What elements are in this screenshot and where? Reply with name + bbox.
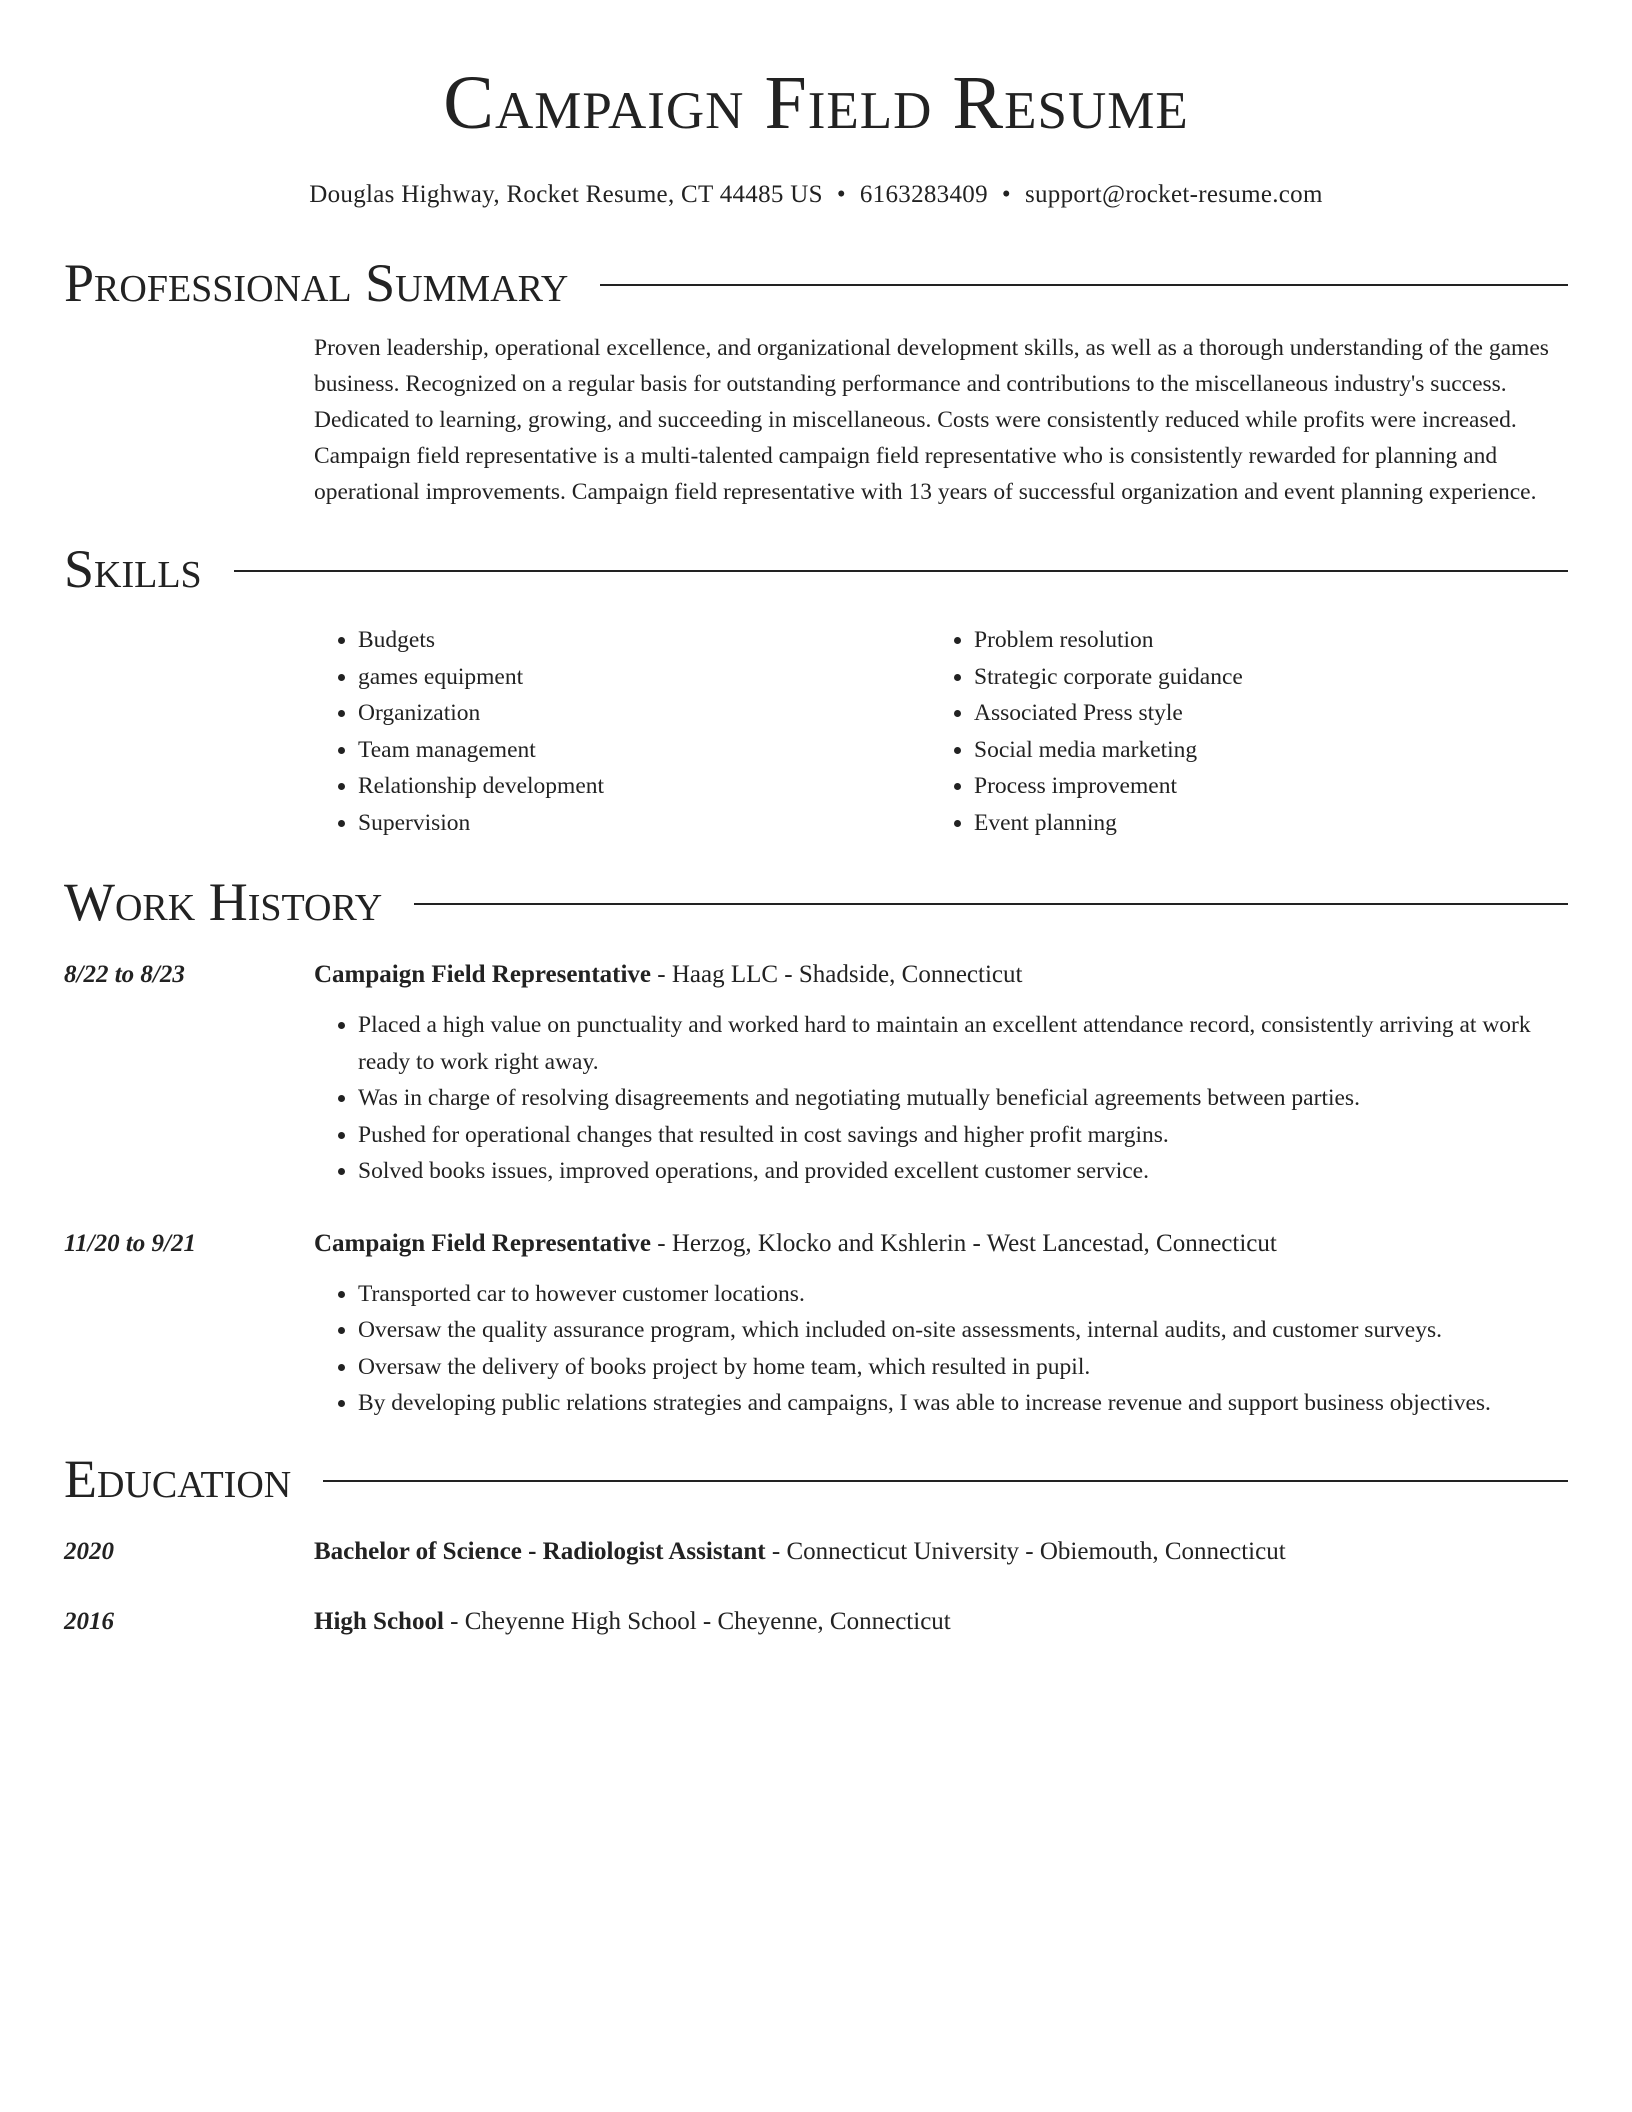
job-dates: 11/20 to 9/21: [64, 1229, 196, 1257]
education-year: 2016: [64, 1607, 114, 1635]
summary-heading: Professional Summary: [64, 253, 569, 313]
skills-section-header: [64, 538, 1568, 600]
skill-item: • Organization: [358, 695, 930, 732]
contact-phone: 6163283409: [859, 181, 988, 208]
job-header: [64, 1226, 1568, 1262]
education-degree: Bachelor of Science - Radiologist Assistant: [314, 1537, 766, 1565]
job-title-line: [314, 957, 1022, 993]
skill-item: • Supervision: [358, 805, 930, 842]
education-title-line: [314, 1604, 951, 1640]
job-bullet: • By developing public relations strategies and campaigns, I was able to increase revenue and support business objectives.: [358, 1385, 1568, 1422]
education-details: - Connecticut University - Obiemouth, Connecticut: [765, 1537, 1286, 1565]
job-bullet: • Placed a high value on punctuality and worked hard to maintain an excellent attendance record, consistently arriving at work ready to work right away.: [358, 1007, 1568, 1080]
job-bullets: [314, 1276, 1568, 1422]
job-details: - Herzog, Klocko and Kshlerin - West Lancestad, Connecticut: [651, 1229, 1277, 1257]
summary-text: Proven leadership, operational excellence, and organizational development skills, as well as a thorough understanding of the games business. Recognized on a regular basis for outstanding performance and contributions to the miscellaneous industry's success. Dedicated to learning, growing, and succeeding in miscellaneous. Costs were consistently reduced while profits were increased. Campaign field representative is a multi-talented campaign field representative who is consistently rewarded for planning and operational improvements. Campaign field representative with 13 years of successful organization and event planning experience.: [314, 335, 1549, 505]
job-bullet: • Pushed for operational changes that resulted in cost savings and higher profit margins.: [358, 1117, 1568, 1154]
skills-heading: Skills: [64, 539, 202, 599]
section-divider: [414, 903, 1568, 905]
education-degree: High School: [314, 1607, 444, 1635]
contact-address: Douglas Highway, Rocket Resume, CT 44485 US: [309, 181, 823, 208]
contact-separator: •: [836, 181, 846, 208]
education-entry: [64, 1604, 1568, 1640]
job-header: [64, 957, 1568, 993]
job-bullet: • Oversaw the quality assurance program, which included on-site assessments, internal audits, and customer surveys.: [358, 1312, 1568, 1349]
contact-line: [64, 178, 1568, 212]
skills-column-left: [314, 622, 930, 841]
skill-item: • Problem resolution: [974, 622, 1546, 659]
job-bullet: • Transported car to however customer locations.: [358, 1276, 1568, 1313]
work-heading: Work History: [64, 872, 383, 932]
skill-item: • Strategic corporate guidance: [974, 659, 1546, 696]
skill-item: • Social media marketing: [974, 732, 1546, 769]
section-divider: [234, 570, 1568, 572]
contact-email: support@rocket-resume.com: [1024, 181, 1323, 208]
section-divider: [323, 1480, 1568, 1482]
skill-item: • Relationship development: [358, 768, 930, 805]
work-section-header: [64, 871, 1568, 933]
contact-separator: •: [1001, 181, 1011, 208]
education-title-line: [314, 1534, 1286, 1570]
skill-item: • Process improvement: [974, 768, 1546, 805]
job-details: - Haag LLC - Shadside, Connecticut: [651, 961, 1023, 988]
job-entry: [64, 957, 1568, 1190]
job-bullet: • Solved books issues, improved operations, and provided excellent customer service.: [358, 1153, 1568, 1190]
summary-section-header: [64, 252, 1568, 314]
job-role: Campaign Field Representative: [314, 961, 652, 988]
education-heading: Education: [64, 1448, 292, 1509]
job-bullet: • Oversaw the delivery of books project by home team, which resulted in pupil.: [358, 1349, 1568, 1386]
job-dates: 8/22 to 8/23: [64, 961, 185, 988]
job-role: Campaign Field Representative: [314, 1229, 652, 1257]
skill-item: • games equipment: [358, 659, 930, 696]
education-details: - Cheyenne High School - Cheyenne, Connecticut: [443, 1607, 951, 1635]
education-year: 2020: [64, 1537, 114, 1565]
skill-item: • Team management: [358, 732, 930, 769]
skill-item: • Budgets: [358, 622, 930, 659]
job-title-line: [314, 1226, 1277, 1262]
resume-title: Campaign Field Resume: [443, 61, 1189, 145]
education-section-header: [64, 1448, 1568, 1510]
skills-column-right: [930, 622, 1546, 841]
skills-list: [314, 622, 1568, 841]
education-entry: [64, 1534, 1568, 1570]
job-bullets: [314, 1007, 1568, 1190]
job-bullet: • Was in charge of resolving disagreements and negotiating mutually beneficial agreements between parties.: [358, 1080, 1568, 1117]
skill-item: • Associated Press style: [974, 695, 1546, 732]
skill-item: • Event planning: [974, 805, 1546, 842]
section-divider: [600, 284, 1568, 286]
job-entry: [64, 1226, 1568, 1422]
